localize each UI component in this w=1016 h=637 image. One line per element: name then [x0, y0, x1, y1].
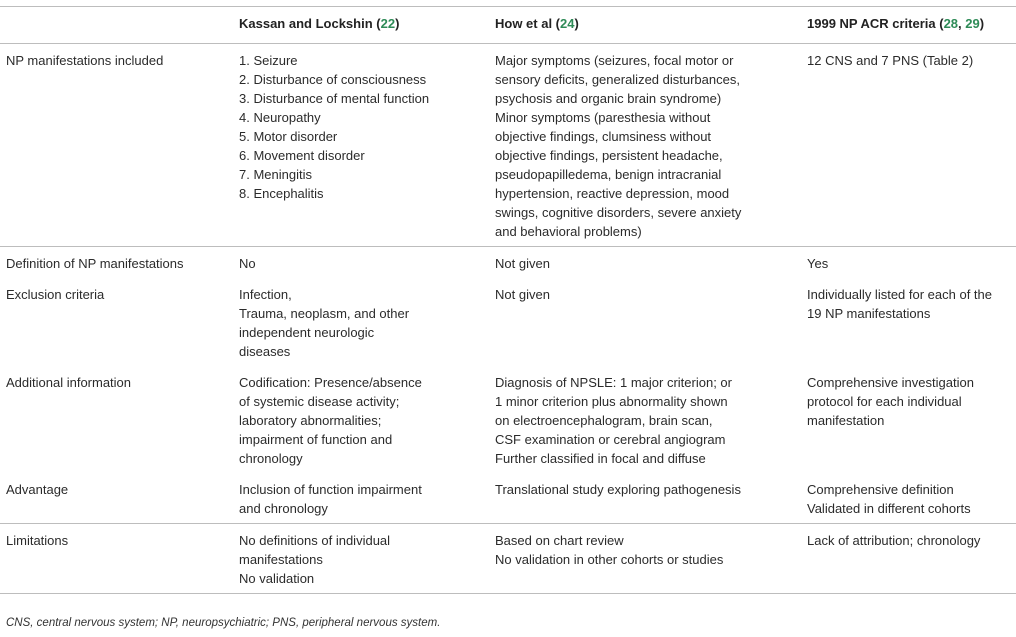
- cell-line: Not given: [495, 287, 550, 302]
- cell-line: of systemic disease activity;: [239, 394, 400, 409]
- row-label: Definition of NP manifestations: [6, 256, 184, 271]
- cell-line: No validation: [239, 571, 315, 586]
- header-acr: 1999 NP ACR criteria (28, 29): [807, 16, 985, 31]
- table-row-np-manifestations: [0, 44, 1016, 247]
- cell-line: manifestations: [239, 552, 323, 567]
- cell-c2: [489, 247, 801, 279]
- cell-line: Individually listed for each of the: [807, 287, 992, 302]
- cell-line: Further classified in focal and diffuse: [495, 451, 706, 466]
- cell-line: Validated in different cohorts: [807, 501, 971, 516]
- cell-line: and behavioral problems): [495, 224, 642, 239]
- cell-line: Comprehensive definition: [807, 482, 954, 497]
- cell-c3: [801, 366, 1016, 473]
- row-label: Exclusion criteria: [6, 287, 105, 302]
- cell-line: on electroencephalogram, brain scan,: [495, 413, 713, 428]
- cell-line: 1. Seizure: [239, 53, 298, 68]
- cell-line: Major symptoms (seizures, focal motor or: [495, 53, 734, 68]
- cell-line: Inclusion of function impairment: [239, 482, 422, 497]
- cell-c1: [233, 524, 489, 594]
- cell-line: psychosis and organic brain syndrome): [495, 91, 722, 106]
- cell-line: manifestation: [807, 413, 885, 428]
- cell-line: Comprehensive investigation: [807, 375, 974, 390]
- citation-link[interactable]: 24: [560, 16, 575, 31]
- cell-line: Based on chart review: [495, 533, 624, 548]
- cell-line: No: [239, 256, 256, 271]
- cell-c2: [489, 473, 801, 524]
- cell-line: sensory deficits, generalized disturbances,: [495, 72, 740, 87]
- table-row-limitations: [0, 524, 1016, 594]
- cell-line: 3. Disturbance of mental function: [239, 91, 430, 106]
- cell-line: CSF examination or cerebral angiogram: [495, 432, 726, 447]
- table-row-additional-information: [0, 366, 1016, 473]
- cell-line: objective findings, persistent headache,: [495, 148, 723, 163]
- cell-c3: [801, 247, 1016, 279]
- cell-line: 19 NP manifestations: [807, 306, 931, 321]
- cell-c1: [233, 278, 489, 366]
- cell-line: Lack of attribution; chronology: [807, 533, 981, 548]
- citation-link[interactable]: 29: [965, 16, 980, 31]
- row-label: Advantage: [6, 482, 69, 497]
- cell-c3: [801, 278, 1016, 366]
- cell-line: Trauma, neoplasm, and other: [239, 306, 410, 321]
- cell-line: 6. Movement disorder: [239, 148, 365, 163]
- cell-c1: [233, 366, 489, 473]
- cell-line: 5. Motor disorder: [239, 129, 338, 144]
- header-how: How et al (24): [495, 16, 579, 31]
- table-row-exclusion-criteria: [0, 278, 1016, 366]
- row-label: NP manifestations included: [6, 53, 164, 68]
- cell-line: pseudopapilledema, benign intracranial: [495, 167, 722, 182]
- row-label: Additional information: [6, 375, 132, 390]
- cell-line: swings, cognitive disorders, severe anxiety: [495, 205, 742, 220]
- row-label: Limitations: [6, 533, 69, 548]
- cell-line: Infection,: [239, 287, 292, 302]
- table-row-advantage: [0, 473, 1016, 524]
- cell-line: No validation in other cohorts or studies: [495, 552, 724, 567]
- header-row: [0, 7, 1016, 44]
- header-empty: [0, 7, 233, 44]
- cell-c2: [489, 366, 801, 473]
- header-kassan: Kassan and Lockshin (22): [239, 16, 400, 31]
- cell-c1: [233, 473, 489, 524]
- cell-line: Minor symptoms (paresthesia without: [495, 110, 711, 125]
- cell-line: 12 CNS and 7 PNS (Table 2): [807, 53, 974, 68]
- cell-c3: [801, 524, 1016, 594]
- cell-line: and chronology: [239, 501, 328, 516]
- cell-line: laboratory abnormalities;: [239, 413, 382, 428]
- cell-c2: [489, 278, 801, 366]
- cell-line: protocol for each individual: [807, 394, 962, 409]
- cell-line: Yes: [807, 256, 829, 271]
- cell-line: chronology: [239, 451, 303, 466]
- cell-line: Codification: Presence/absence: [239, 375, 422, 390]
- cell-line: 4. Neuropathy: [239, 110, 321, 125]
- citation-link[interactable]: 22: [380, 16, 396, 31]
- table-footnote: CNS, central nervous system; NP, neuropsychiatric; PNS, peripheral nervous system.: [6, 617, 441, 629]
- cell-line: Translational study exploring pathogenesis: [495, 482, 741, 497]
- table-row-definition: [0, 247, 1016, 279]
- cell-line: 7. Meningitis: [239, 167, 312, 182]
- cell-line: 8. Encephalitis: [239, 186, 324, 201]
- cell-line: 2. Disturbance of consciousness: [239, 72, 427, 87]
- cell-line: diseases: [239, 344, 291, 359]
- cell-line: Diagnosis of NPSLE: 1 major criterion; or: [495, 375, 732, 390]
- cell-line: objective findings, clumsiness without: [495, 129, 712, 144]
- cell-c1: [233, 44, 489, 247]
- cell-line: impairment of function and: [239, 432, 393, 447]
- cell-c1: [233, 247, 489, 279]
- cell-line: 1 minor criterion plus abnormality shown: [495, 394, 728, 409]
- cell-line: independent neurologic: [239, 325, 375, 340]
- comparison-table: [0, 6, 1016, 594]
- cell-line: Not given: [495, 256, 550, 271]
- citation-link[interactable]: 28: [943, 16, 959, 31]
- cell-c3: [801, 44, 1016, 247]
- cell-line: No definitions of individual: [239, 533, 391, 548]
- cell-c2: [489, 524, 801, 594]
- cell-c3: [801, 473, 1016, 524]
- cell-line: hypertension, reactive depression, mood: [495, 186, 730, 201]
- cell-c2: [489, 44, 801, 247]
